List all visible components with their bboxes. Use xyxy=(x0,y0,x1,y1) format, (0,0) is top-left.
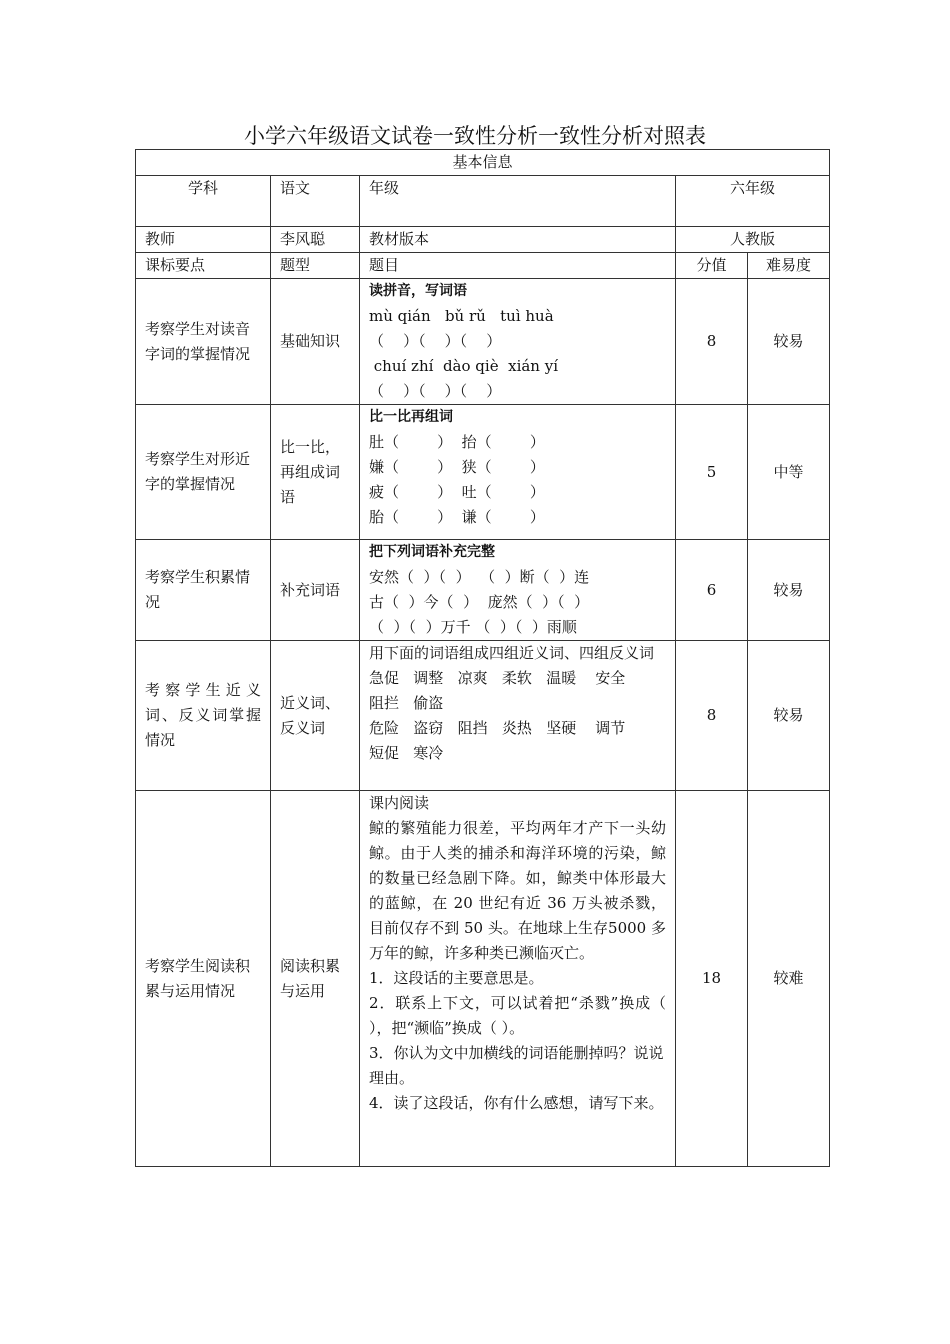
type-cell: 近义词、反义词 xyxy=(271,641,360,791)
question-line: （ ）（ ）万千 （ ）（ ）雨顺 xyxy=(369,618,577,636)
question-line: 肚（ ） 抬（ ） xyxy=(369,433,545,451)
subject-value: 语文 xyxy=(271,176,360,227)
question-line: 4．读了这段话，你有什么感想，请写下来。 xyxy=(369,1094,664,1112)
question-line: mù qián bǔ rǔ tuì huà xyxy=(369,307,554,325)
question-cell xyxy=(360,405,676,540)
header-score: 分值 xyxy=(676,253,748,279)
edition-value: 人教版 xyxy=(676,227,830,253)
teacher-label: 教师 xyxy=(136,227,271,253)
question-cell xyxy=(360,540,676,641)
analysis-table xyxy=(135,149,830,1167)
header-question: 题目 xyxy=(360,253,676,279)
question-line: 急促 调整 凉爽 柔软 温暖 安全 xyxy=(369,669,626,687)
type-cell: 阅读积累与运用 xyxy=(271,791,360,1167)
grade-value: 六年级 xyxy=(676,176,830,227)
question-line: （ ）（ ）（ ） xyxy=(369,382,502,400)
question-title: 比一比再组词 xyxy=(369,409,453,425)
header-type: 题型 xyxy=(271,253,360,279)
question-line: 1．这段话的主要意思是。 xyxy=(369,969,544,987)
question-line: 安然（ ）（ ） （ ）断（ ）连 xyxy=(369,568,590,586)
question-line: 短促 寒冷 xyxy=(369,744,444,762)
question-line: 用下面的词语组成四组近义词、四组反义词 xyxy=(369,644,655,662)
point-cell: 考察学生对读音字词的掌握情况 xyxy=(136,279,271,405)
table-row xyxy=(136,641,830,791)
basic-info-row xyxy=(136,150,830,176)
score-cell: 6 xyxy=(676,540,748,641)
question-line: （ ）（ ）（ ） xyxy=(369,332,502,350)
point-cell: 考察学生对形近字的掌握情况 xyxy=(136,405,271,540)
question-cell xyxy=(360,279,676,405)
point-cell: 考察学生阅读积累与运用情况 xyxy=(136,791,271,1167)
page-title: 小学六年级语文试卷一致性分析一致性分析对照表 xyxy=(244,124,706,148)
edition-label: 教材版本 xyxy=(360,227,676,253)
header-difficulty: 难易度 xyxy=(748,253,830,279)
score-cell: 18 xyxy=(676,791,748,1167)
score-cell: 8 xyxy=(676,279,748,405)
question-line: 古（ ）今（ ） 庞然（ ）（ ） xyxy=(369,593,590,611)
subject-row xyxy=(136,176,830,227)
type-cell: 基础知识 xyxy=(271,279,360,405)
column-header-row xyxy=(136,253,830,279)
point-cell: 考察学生近义词、反义词掌握情况 xyxy=(136,641,271,791)
table-row xyxy=(136,405,830,540)
question-title: 读拼音，写词语 xyxy=(369,283,467,299)
question-line: 嫌（ ） 狭（ ） xyxy=(369,458,545,476)
subject-label: 学科 xyxy=(136,176,271,227)
difficulty-cell: 中等 xyxy=(748,405,830,540)
question-line: 2．联系上下文，可以试着把“杀戮”换成（ ），把“濒临”换成（ ）。 xyxy=(369,994,666,1037)
teacher-value: 李风聪 xyxy=(271,227,360,253)
question-title: 把下列词语补充完整 xyxy=(369,544,495,560)
type-cell: 比一比，再组成词语 xyxy=(271,405,360,540)
header-point: 课标要点 xyxy=(136,253,271,279)
question-line: chuí zhí dào qiè xián yí xyxy=(369,357,559,375)
question-line: 阻拦 偷盗 xyxy=(369,694,444,712)
question-line: 胎（ ） 谦（ ） xyxy=(369,508,545,526)
question-line: 课内阅读 xyxy=(369,794,430,812)
table-row xyxy=(136,279,830,405)
difficulty-cell: 较易 xyxy=(748,540,830,641)
score-cell: 5 xyxy=(676,405,748,540)
reading-passage: 鲸的繁殖能力很差，平均两年才产下一头幼鲸。由于人类的捕杀和海洋环境的污染，鲸的数量已经急剧下降。如，鲸类中体形最大的蓝鲸，在 20 世纪有近 36 万头被杀戮，目前仅存不到 50 头。在地球上生存5000 多万年的鲸，许多种类已濒临灭亡。 xyxy=(369,819,666,962)
difficulty-cell: 较易 xyxy=(748,279,830,405)
grade-label: 年级 xyxy=(360,176,676,227)
type-cell: 补充词语 xyxy=(271,540,360,641)
point-cell: 考察学生积累情况 xyxy=(136,540,271,641)
question-cell xyxy=(360,641,676,791)
question-line: 危险 盗窃 阻挡 炎热 坚硬 调节 xyxy=(369,719,626,737)
score-cell: 8 xyxy=(676,641,748,791)
question-line: 疲（ ） 吐（ ） xyxy=(369,483,545,501)
difficulty-cell: 较难 xyxy=(748,791,830,1167)
difficulty-cell: 较易 xyxy=(748,641,830,791)
table-row xyxy=(136,540,830,641)
basic-info-header: 基本信息 xyxy=(136,150,830,176)
teacher-row xyxy=(136,227,830,253)
question-cell xyxy=(360,791,676,1167)
table-row xyxy=(136,791,830,1167)
question-line: 3．你认为文中加横线的词语能删掉吗？说说理由。 xyxy=(369,1044,664,1087)
